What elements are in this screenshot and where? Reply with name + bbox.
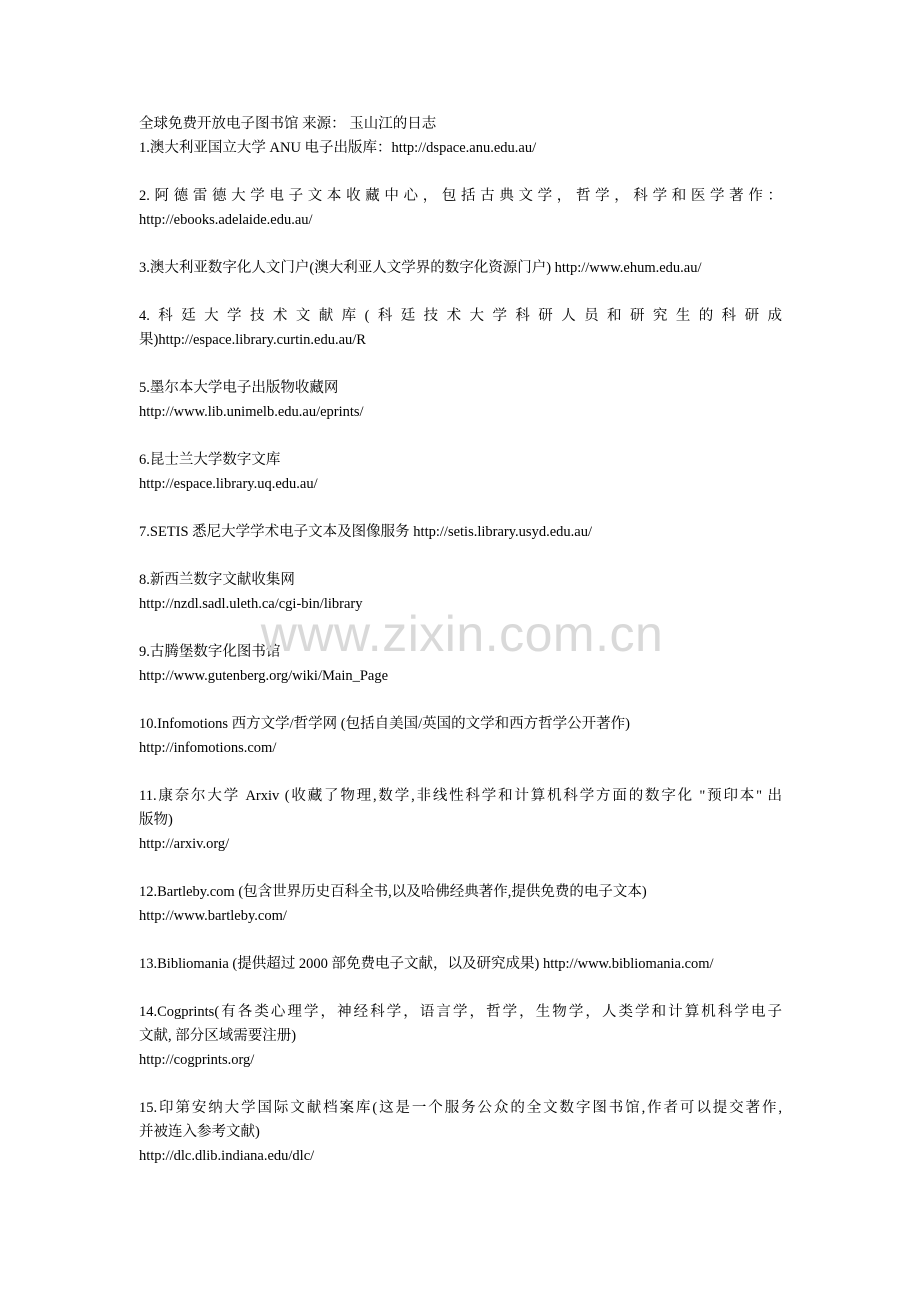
entry-url: http://nzdl.sadl.uleth.ca/cgi-bin/library [139,596,363,612]
entry-line: 3.澳大利亚数字化人文门户(澳大利亚人文学界的数字化资源门户) http://www.ehum.edu.au/ [139,260,702,276]
entry-line: 4.科廷大学技术文献库(科廷技术大学科研人员和研究生的科研成 [139,308,782,324]
entry-url: http://www.gutenberg.org/wiki/Main_Page [139,668,389,684]
entry-line-continued: 并被连入参考文献) [139,1124,260,1140]
title-line: 全球免费开放电子图书馆 来源： 玉山江的日志 [139,116,437,132]
entry-line: 6.昆士兰大学数字文库 [139,452,281,468]
paragraph-gap [139,928,782,952]
paragraph-gap [139,544,782,568]
entry-10 [139,712,782,760]
entry-line: 15.印第安纳大学国际文献档案库(这是一个服务公众的全文数字图书馆,作者可以提交著作, [139,1100,782,1116]
entry-4 [139,304,782,352]
entry-url: http://arxiv.org/ [139,836,230,852]
entry-line: 14.Cogprints(有各类心理学，神经科学，语言学，哲学，生物学，人类学和计算机科学电子 [139,1004,782,1020]
entry-2 [139,184,782,232]
entry-url: http://www.bartleby.com/ [139,908,287,924]
entry-line: 13.Bibliomania (提供超过 2000 部免费电子文献，以及研究成果) http://www.bibliomania.com/ [139,956,714,972]
entry-url: http://cogprints.org/ [139,1052,255,1068]
entry-11 [139,784,782,856]
entry-1 [139,136,782,160]
watermark: www.zixin.com.cn [260,606,664,662]
entry-line: 10.Infomotions 西方文学/哲学网 (包括自美国/英国的文学和西方哲学公开著作) [139,716,630,732]
paragraph-gap [139,760,782,784]
entry-line: 11.康奈尔大学 Arxiv (收藏了物理,数学,非线性科学和计算机科学方面的数字化 "预印本" 出 [139,788,782,804]
paragraph-gap [139,352,782,376]
entry-url: 果)http://espace.library.curtin.edu.au/R [139,332,366,348]
paragraph-gap [139,688,782,712]
entry-url: http://www.lib.unimelb.edu.au/eprints/ [139,404,364,420]
paragraph-gap [139,496,782,520]
entry-line-continued: 文献, 部分区域需要注册) [139,1028,297,1044]
entry-6 [139,448,782,496]
entry-line: 7.SETIS 悉尼大学学术电子文本及图像服务 http://setis.library.usyd.edu.au/ [139,524,592,540]
entry-12 [139,880,782,928]
entry-line: 1.澳大利亚国立大学 ANU 电子出版库：http://dspace.anu.edu.au/ [139,140,537,156]
paragraph-gap [139,424,782,448]
entry-url: http://espace.library.uq.edu.au/ [139,476,318,492]
paragraph-gap [139,280,782,304]
paragraph-gap [139,976,782,1000]
paragraph-gap [139,856,782,880]
entry-14 [139,1000,782,1072]
entry-line: 5.墨尔本大学电子出版物收藏网 [139,380,339,396]
entry-5 [139,376,782,424]
entry-15 [139,1096,782,1168]
paragraph-gap [139,232,782,256]
entry-url: http://infomotions.com/ [139,740,277,756]
entry-line-continued: 版物) [139,812,173,828]
entry-line: 8.新西兰数字文献收集网 [139,572,295,588]
entry-line: 9.古腾堡数字化图书馆 [139,644,281,660]
entry-13 [139,952,782,976]
paragraph-gap [139,1072,782,1096]
entry-3 [139,256,782,280]
entry-7 [139,520,782,544]
entry-line: 12.Bartleby.com (包含世界历史百科全书,以及哈佛经典著作,提供免费的电子文本) [139,884,647,900]
entry-url: http://dlc.dlib.indiana.edu/dlc/ [139,1148,315,1164]
entry-url: http://ebooks.adelaide.edu.au/ [139,212,313,228]
entry-line: 2.阿德雷德大学电子文本收藏中心，包括古典文学，哲学，科学和医学著作： [139,188,782,204]
paragraph-gap [139,160,782,184]
